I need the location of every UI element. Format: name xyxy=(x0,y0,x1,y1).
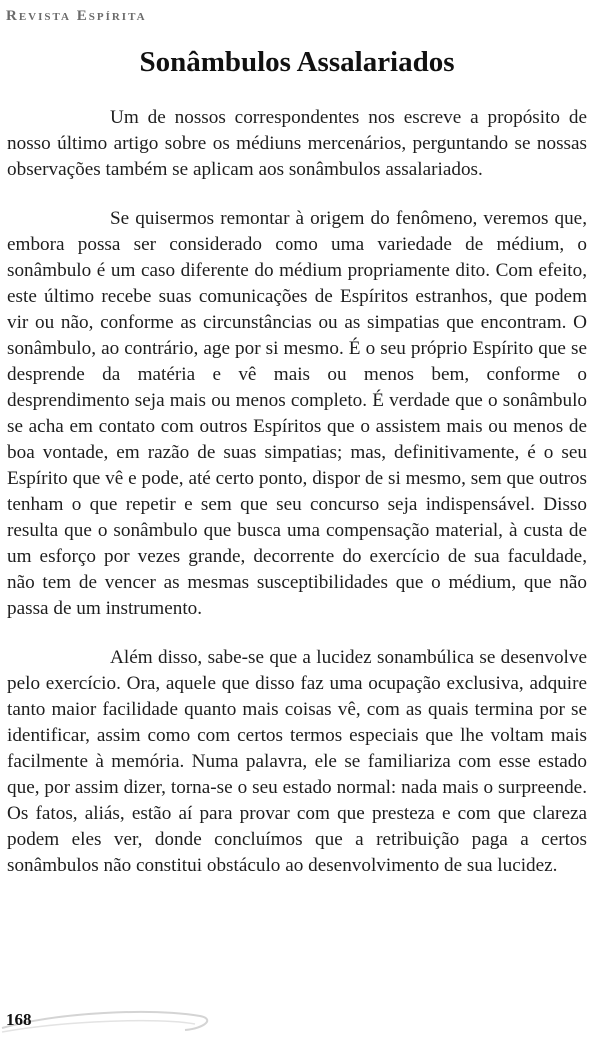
article-body xyxy=(7,105,587,902)
paragraph-3: Além disso, sabe-se que a lucidez sonambúlica se desenvolve pelo exercício. Ora, aquele que disso faz uma ocupação exclusiva, adquire tanto maior facilidade quanto mais coisas vê, com as quais termina por se identificar, assim como com certos termos especiais que lhe voltam mais facilmente à memória. Numa palavra, ele se familiariza com esse estado que, por assim dizer, torna-se o seu estado normal: nada mais o surpreende. Os fatos, aliás, estão aí para provar com que presteza e com que clareza podem eles ver, donde concluímos que a retribuição paga a certos sonâmbulos não constitui obstáculo ao desenvolvimento de sua lucidez. xyxy=(7,647,587,876)
decorative-swoosh xyxy=(0,998,240,1037)
paragraph-2: Se quisermos remontar à origem do fenômeno, veremos que, embora possa ser considerado como uma variedade de médium, o sonâmbulo é um caso diferente do médium propriamente dito. Com efeito, este último recebe suas comunicações de Espíritos estranhos, que podem vir ou não, conforme as circunstâncias ou as simpatias que encontram. O sonâmbulo, ao contrário, age por si mesmo. É o seu próprio Espírito que se desprende da matéria e vê mais ou menos bem, conforme o desprendimento seja mais ou menos completo. É verdade que o sonâmbulo se acha em contato com outros Espíritos que o assistem mais ou menos de boa vontade, em razão de suas simpatias; mas, definitivamente, é o seu Espírito que vê e pode, até certo ponto, dispor de si mesmo, sem que outros tenham o que repetir e sem que seu concurso seja indispensável. Disso resulta que o sonâmbulo que busca uma compensação material, à custa de um esforço por vezes grande, decorrente do exercício de sua faculdade, não tem de vencer as mesmas susceptibilidades que o médium, que não passa de um instrumento. xyxy=(7,208,587,619)
running-head: Revista Espírita xyxy=(6,8,147,24)
article-title: Sonâmbulos Assalariados xyxy=(139,46,455,78)
page-number: 168 xyxy=(6,1010,32,1029)
paragraph-1: Um de nossos correspondentes nos escreve a propósito de nosso último artigo sobre os médiuns mercenários, perguntando se nossas observações também se aplicam aos sonâmbulos assalariados. xyxy=(7,107,587,180)
